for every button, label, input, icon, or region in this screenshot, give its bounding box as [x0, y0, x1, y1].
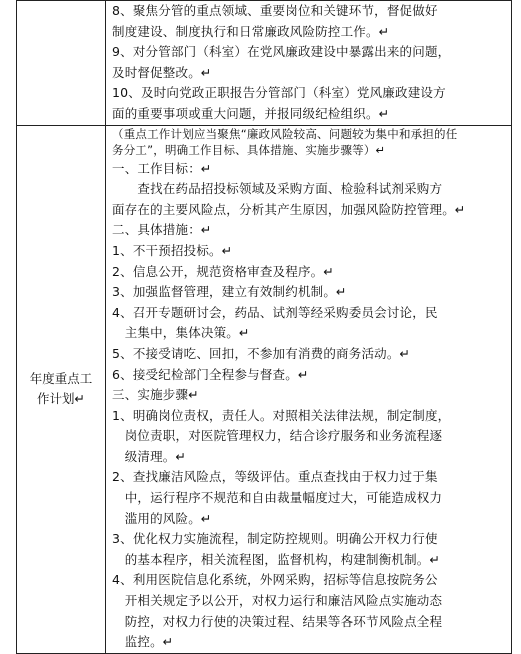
- text-line: 防控，对权力行使的决策过程、结果等各环节风险点全程: [112, 613, 443, 629]
- row-label-empty: [17, 1, 106, 126]
- text-line: 1、明确岗位责权，责任人。对照相关法律法规，制定制度，: [112, 407, 451, 423]
- text-line: 1、不干预招投标。↵: [112, 242, 233, 258]
- text-line: 面存在的主要风险点，分析其产生原因，加强风险防控管理。↵: [112, 201, 466, 217]
- text-line: 4、利用医院信息化系统，外网采购，招标等信息按院务公: [112, 572, 438, 588]
- text-line: 2、查找廉洁风险点，等级评估。重点查找由于权力过于集: [112, 469, 438, 485]
- work-plan-table: [16, 0, 512, 654]
- text-line: 制度建设、制度执行和日常廉政风险防控工作。↵: [112, 23, 390, 39]
- text-line: 岗位责职，对医院管理权力，结合诊疗服务和业务流程逐: [112, 428, 443, 444]
- note-line: （重点工作计划应当聚焦“廉政风险较高、问题较为集中和承担的任: [112, 126, 458, 141]
- table-row-responsibilities: [17, 1, 512, 126]
- text-line: 的基本程序，相关流程图，监督机构，构建制衡机制。↵: [112, 551, 441, 567]
- label-line-2: 作计划↵: [37, 391, 85, 407]
- text-line: 监控。↵: [112, 634, 174, 650]
- text-line: 三、实施步骤↵: [112, 387, 199, 403]
- text-line: 及时督促整改。↵: [112, 64, 212, 80]
- text-line: 面的重要事项或重大问题，并报同级纪检组织。↵: [112, 105, 390, 121]
- annual-plan-cell: [106, 125, 512, 653]
- text-line: 一、工作目标：↵: [112, 160, 212, 176]
- text-line: 2、信息公开，规范资格审查及程序。↵: [112, 263, 335, 279]
- label-line-1: 年度重点工: [29, 371, 93, 387]
- text-line: 开相关规定予以公开，对权力运行和廉洁风险点实施动态: [112, 593, 443, 609]
- text-line: 9、对分管部门（科室）在党风廉政建设中暴露出来的问题，: [112, 44, 451, 60]
- text-line: 中，运行程序不规范和自由裁量幅度过大，可能造成权力: [112, 490, 443, 506]
- text-line: 二、具体措施：↵: [112, 222, 212, 238]
- row-label-annual-plan: [17, 125, 106, 653]
- text-line: 5、不接受请吃、回扣，不参加有消费的商务活动。↵: [112, 345, 411, 361]
- text-line: 3、优化权力实施流程，制定防控规则。明确公开权力行使: [112, 531, 438, 547]
- responsibilities-cell: [106, 1, 512, 126]
- note-line: 务分工”，明确工作目标、具体措施、实施步骤等）↵: [112, 143, 386, 158]
- text-line: 10、及时向党政正职报告分管部门（科室）党风廉政建设方: [112, 85, 446, 101]
- text-line: 主集中，集体决策。↵: [112, 325, 250, 341]
- table-row-annual-plan: [17, 125, 512, 653]
- text-line: 级清理。↵: [112, 448, 187, 464]
- text-line: 3、加强监督管理，建立有效制约机制。↵: [112, 284, 347, 300]
- text-line: 8、聚焦分管的重点领域、重要岗位和关键环节，督促做好: [112, 3, 438, 18]
- text-line: 滥用的风险。↵: [112, 510, 212, 526]
- text-line: 查找在药品招投标领域及采购方面、检验科试剂采购方: [112, 181, 443, 197]
- text-line: 6、接受纪检部门全程参与督查。↵: [112, 366, 309, 382]
- text-line: 4、召开专题研讨会，药品、试剂等经采购委员会讨论，民: [112, 304, 438, 320]
